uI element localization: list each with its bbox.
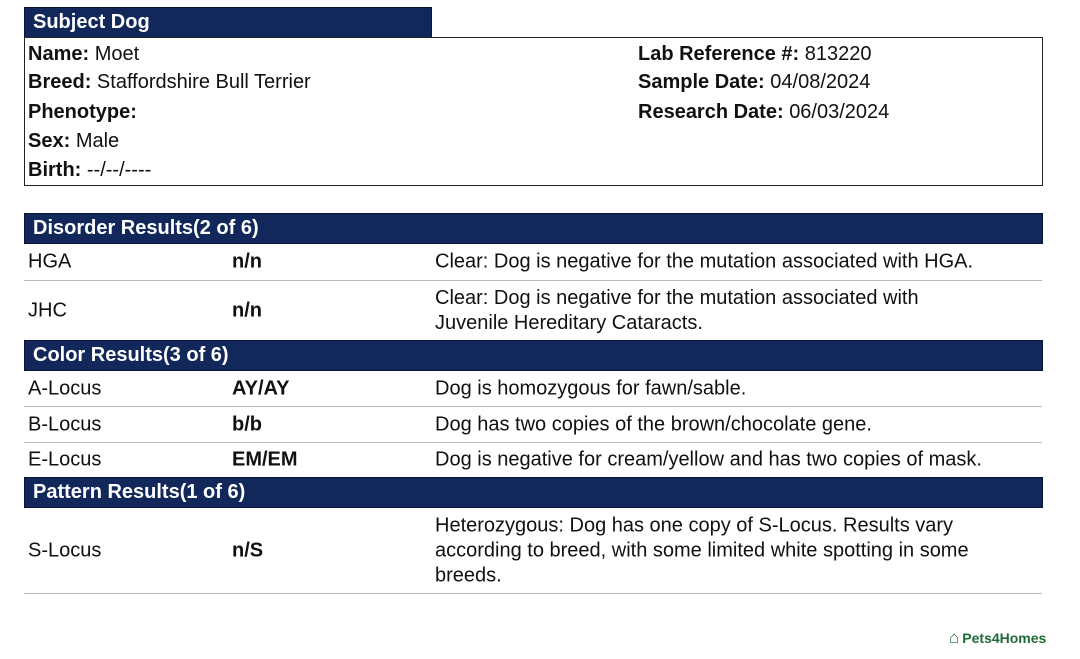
- result-row-s-locus: S-Locus n/S Heterozygous: Dog has one copy of S-Locus. Results vary according to breed, with some limited white spotting in some breeds.: [24, 508, 1042, 594]
- result-row-jhc: JHC n/n Clear: Dog is negative for the mutation associated with Juvenile Hereditary Cataracts.: [24, 281, 1042, 341]
- color-results-header: Color Results(3 of 6): [24, 340, 1043, 371]
- sex-field: Sex: Male: [28, 130, 120, 152]
- phenotype-field: Phenotype:: [28, 101, 137, 123]
- result-row-a-locus: A-Locus AY/AY Dog is homozygous for fawn/sable.: [24, 371, 1042, 407]
- breed-field: Breed: Staffordshire Bull Terrier: [28, 71, 311, 93]
- sample-date-field: Sample Date: 04/08/2024: [638, 71, 871, 93]
- subject-dog-header: [24, 7, 432, 38]
- research-date-field: Research Date: 06/03/2024: [638, 101, 890, 123]
- birth-field: Birth: --/--/----: [28, 159, 152, 181]
- dog-house-icon: ⌂: [949, 628, 960, 647]
- pattern-results-header: Pattern Results(1 of 6): [24, 477, 1043, 508]
- lab-reference-field: Lab Reference #: 813220: [638, 43, 872, 65]
- section-title: Subject Dog: [33, 11, 150, 33]
- disorder-results-header: Disorder Results(2 of 6): [24, 213, 1043, 244]
- result-row-b-locus: B-Locus b/b Dog has two copies of the brown/chocolate gene.: [24, 407, 1042, 443]
- result-row-e-locus: E-Locus EM/EM Dog is negative for cream/yellow and has two copies of mask.: [28, 448, 982, 471]
- subject-info-box: [24, 37, 1043, 186]
- pets4homes-logo: ⌂ Pets4Homes: [949, 628, 1047, 647]
- result-row-hga: HGA n/n Clear: Dog is negative for the mutation associated with HGA.: [24, 244, 1042, 281]
- name-field: Name: Moet: [28, 43, 140, 65]
